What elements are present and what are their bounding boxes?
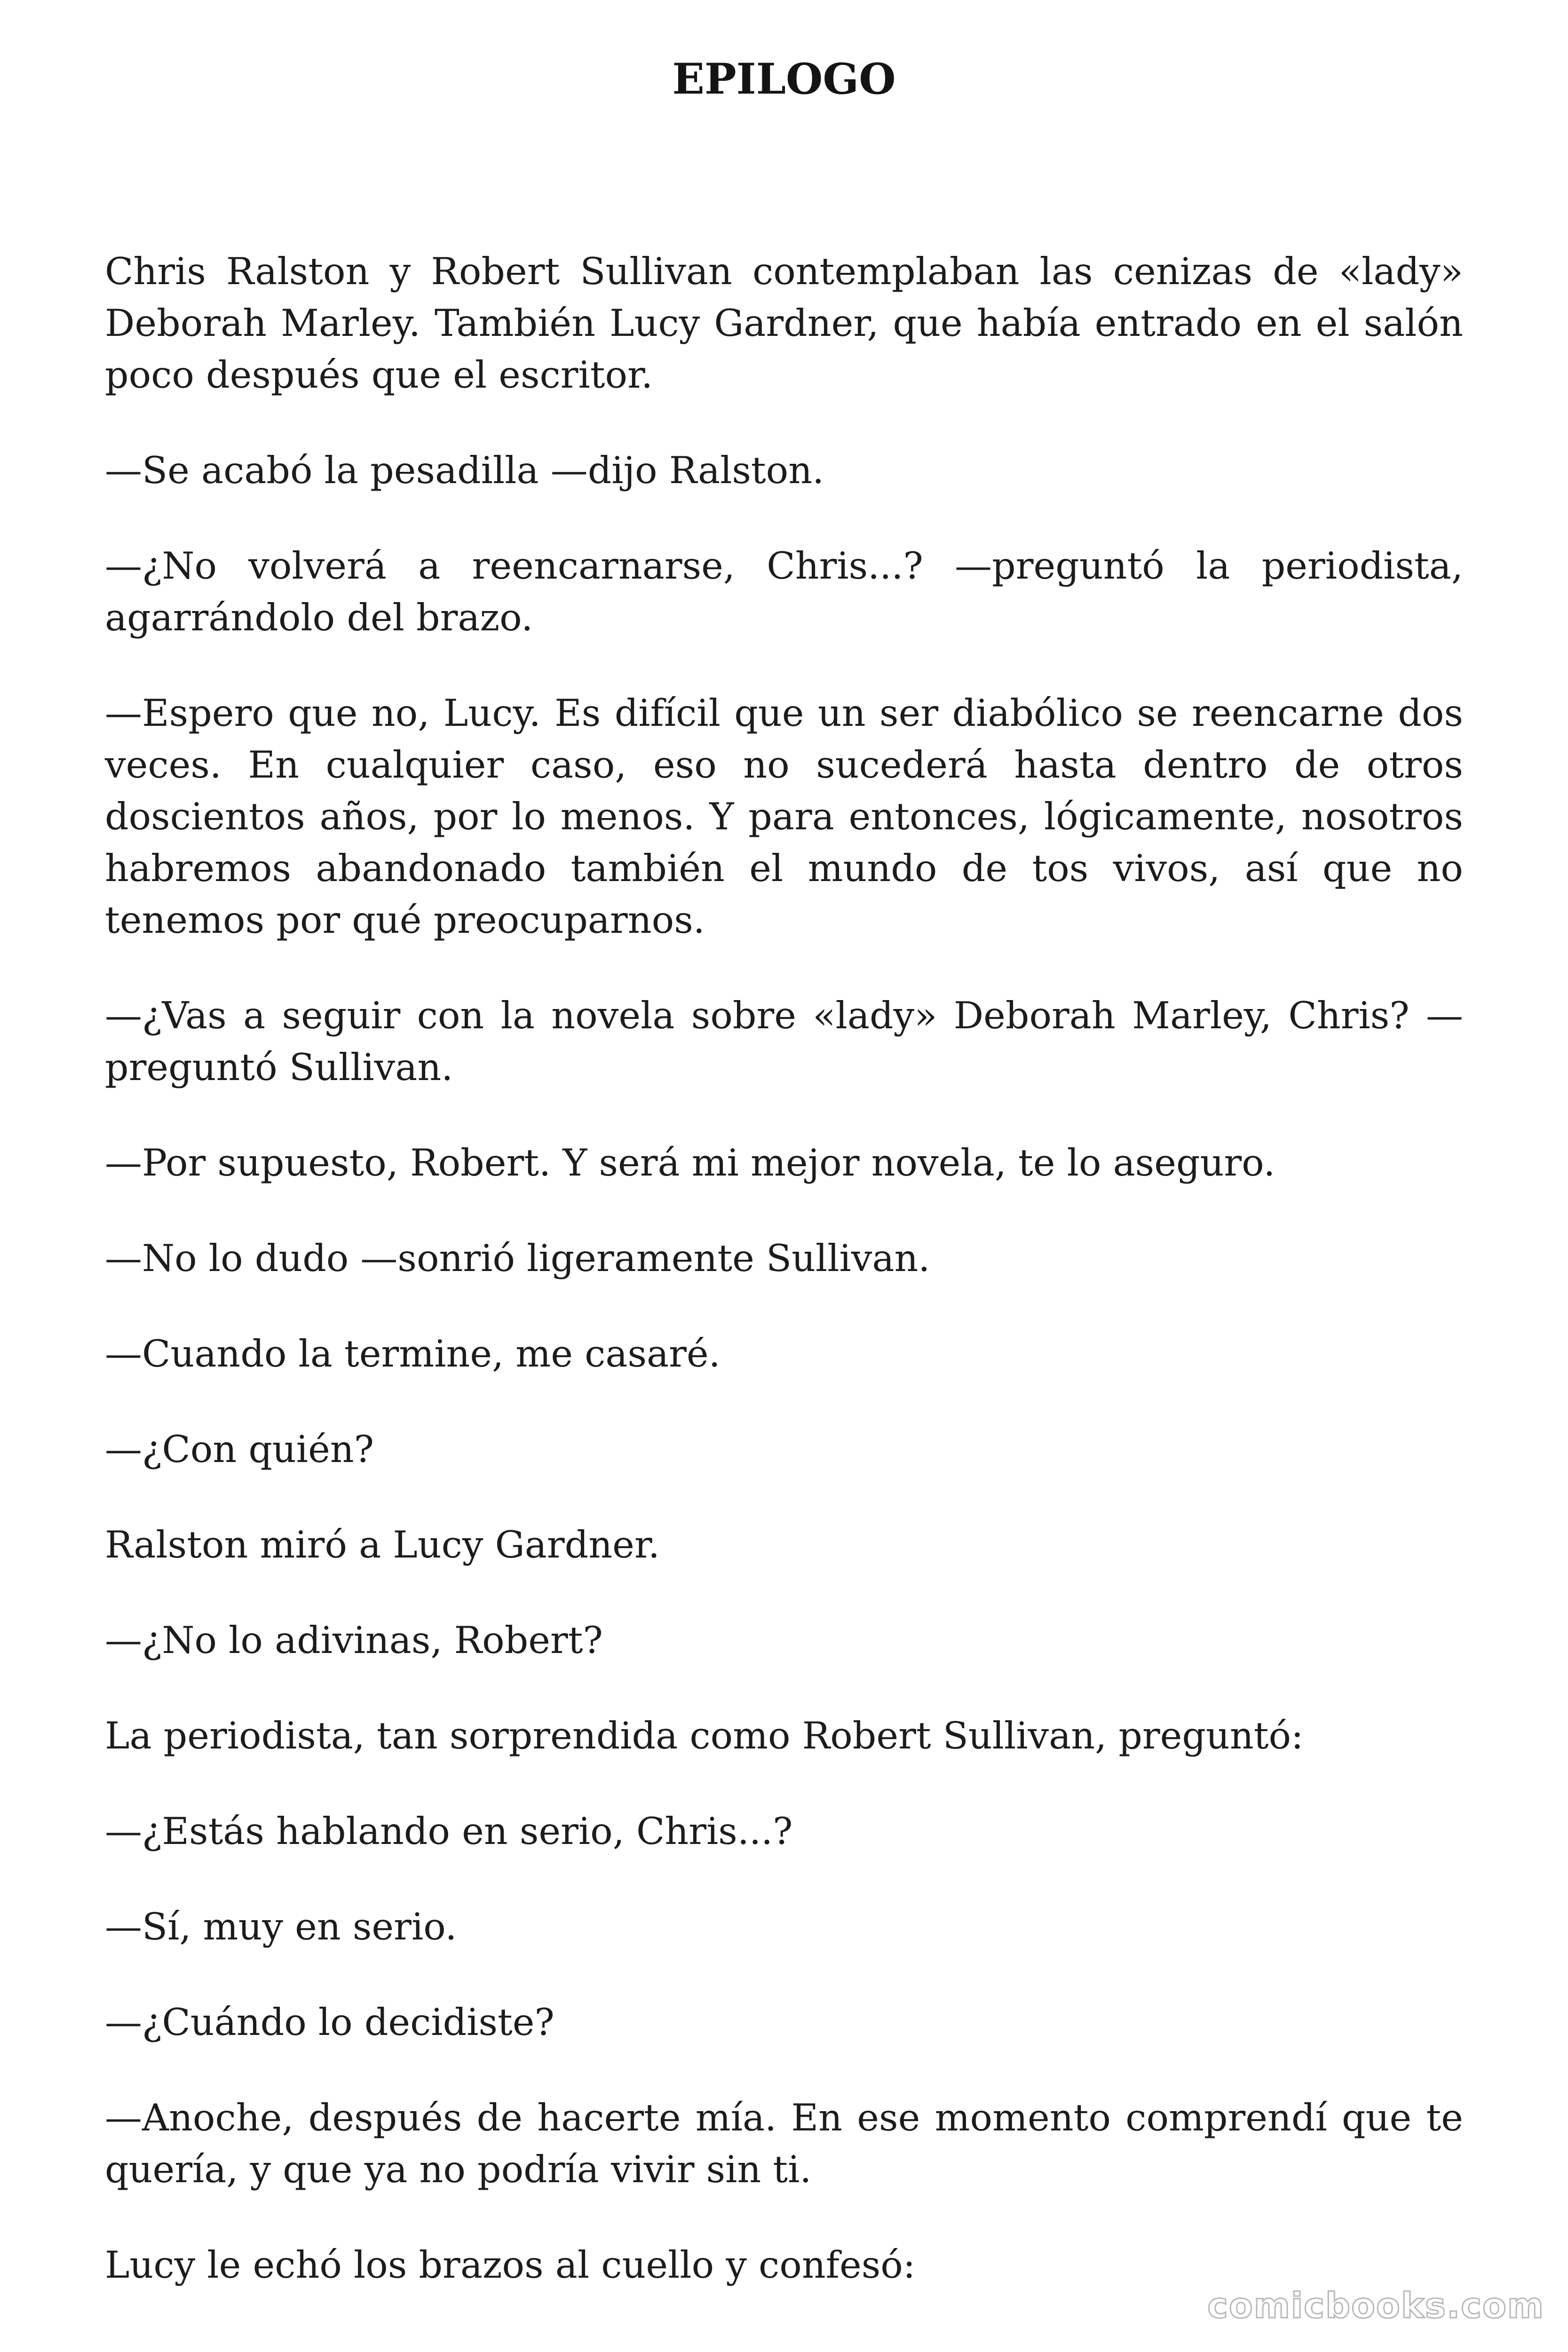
paragraph: —¿Estás hablando en serio, Chris...? (105, 1810, 793, 1853)
paragraph: —Sí, muy en serio. (105, 1905, 457, 1948)
chapter-title: EPILOGO (672, 54, 896, 104)
paragraph: —¿No volverá a reencarnarse, Chris...? —preguntó la periodista, agarrándolo del brazo. (105, 544, 1463, 639)
paragraph: —Espero que no, Lucy. Es difícil que un ser diabólico se reencarne dos veces. En cualquier caso, eso no sucederá hasta dentro de otros doscientos años, por lo menos. Y para entonces, lógicamente, nosotros habremos abandonado también el mundo de tos vivos, así que no tenemos por qué preocuparnos. (105, 691, 1463, 942)
paragraph: —Se acabó la pesadilla —dijo Ralston. (105, 449, 824, 492)
paragraph: —¿Con quién? (105, 1428, 374, 1471)
paragraph: —Cuando la termine, me casaré. (105, 1332, 721, 1375)
book-page (105, 0, 1463, 2352)
chapter-body (105, 246, 1463, 2335)
paragraph: —¿Vas a seguir con la novela sobre «lady» Deborah Marley, Chris? — preguntó Sullivan. (105, 994, 1463, 1089)
paragraph: —No lo dudo —sonrió ligeramente Sullivan. (105, 1237, 930, 1280)
paragraph: Chris Ralston y Robert Sullivan contemplaban las cenizas de «lady» Deborah Marley. También Lucy Gardner, que había entrado en el salón poco después que el escritor. (105, 250, 1463, 397)
paragraph: —Anoche, después de hacerte mía. En ese momento comprendí que te quería, y que ya no podría vivir sin ti. (105, 2096, 1463, 2191)
paragraph: —Por supuesto, Robert. Y será mi mejor novela, te lo aseguro. (105, 1141, 1275, 1184)
watermark: comicbooks.com (1207, 2286, 1544, 2326)
paragraph: Lucy le echó los brazos al cuello y confesó: (105, 2243, 916, 2287)
paragraph: La periodista, tan sorprendida como Robert Sullivan, preguntó: (105, 1714, 1304, 1757)
paragraph: —¿Cuándo lo decidiste? (105, 2001, 554, 2044)
paragraph: Ralston miró a Lucy Gardner. (105, 1523, 660, 1566)
paragraph: —¿No lo adivinas, Robert? (105, 1619, 603, 1662)
